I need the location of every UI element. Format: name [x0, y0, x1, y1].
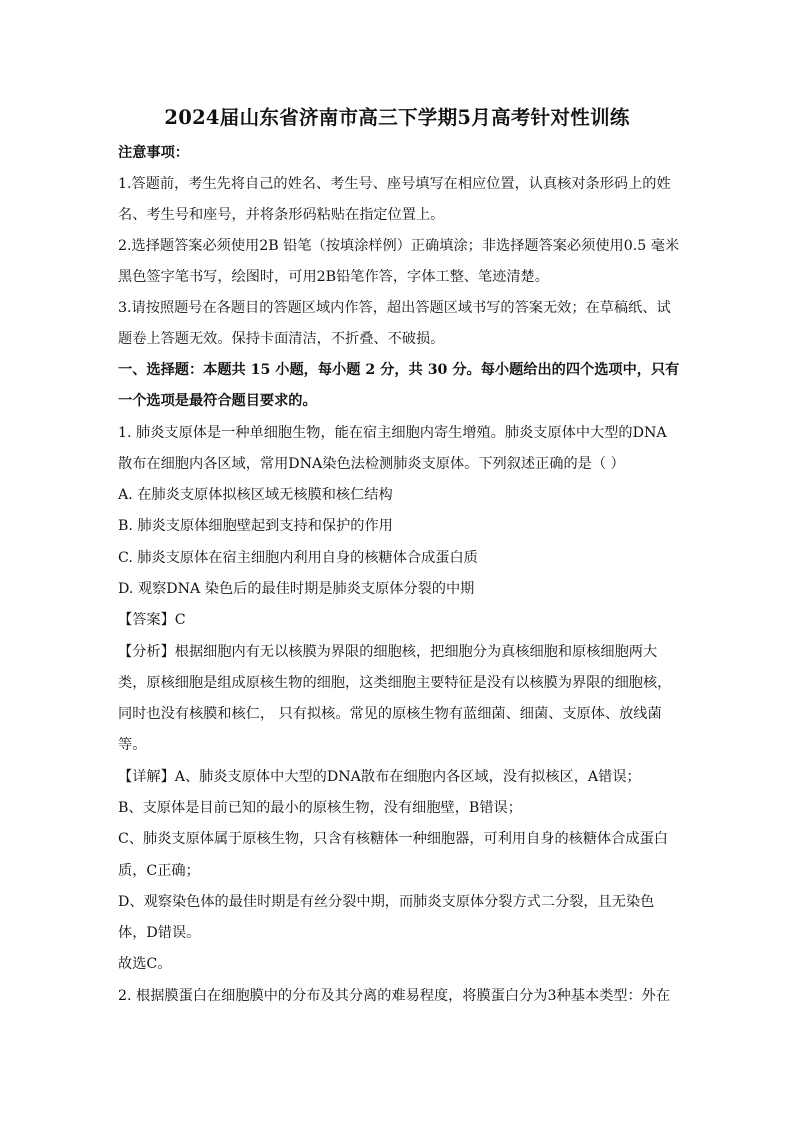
text-line: 名、考生号和座号，并将条形码粘贴在指定位置上。 [118, 207, 445, 223]
notes-heading: 注意事项： [118, 145, 189, 161]
text-line: 【详解】A、肺炎支原体中大型的DNA散布在细胞内各区域，没有拟核区，A错误； [118, 769, 641, 785]
text-line: 一、选择题：本题共 15 小题，每小题 2 分，共 30 分。每小题给出的四个选项中，只有 [118, 362, 680, 378]
text-line: 题卷上答题无效。保持卡面清洁，不折叠、不破损。 [118, 331, 445, 347]
text-line: 体，D错误。 [118, 925, 201, 941]
page-title: 2024届山东省济南市高三下学期5月高考针对性训练 [164, 106, 630, 129]
text-line: B. 肺炎支原体细胞壁起到支持和保护的作用 [118, 518, 393, 534]
text-line: 2.选择题答案必须使用2B 铅笔（按填涂样例）正确填涂；非选择题答案必须使用0.5 毫米 [118, 238, 680, 254]
text-line: 散布在细胞内各区域，常用DNA染色法检测肺炎支原体。下列叙述正确的是（ ） [118, 456, 625, 472]
text-line: A. 在肺炎支原体拟核区域无核膜和核仁结构 [118, 487, 393, 503]
text-line: B、支原体是目前已知的最小的原核生物，没有细胞壁，B错误； [118, 800, 522, 816]
text-line: 质，C正确； [118, 863, 200, 879]
text-line: 【分析】根据细胞内有无以核膜为界限的细胞核，把细胞分为真核细胞和原核细胞两大 [118, 644, 658, 660]
text-line: 故选C。 [118, 956, 172, 972]
text-line: 1.答题前，考生先将自己的姓名、考生号、座号填写在相应位置，认真核对条形码上的姓 [118, 176, 671, 192]
text-line: 2. 根据膜蛋白在细胞膜中的分布及其分离的难易程度，将膜蛋白分为3种基本类型：外在 [118, 988, 671, 1004]
text-line: D、观察染色体的最佳时期是有丝分裂中期，而肺炎支原体分裂方式二分裂，且无染色 [118, 894, 655, 910]
text-line: 等。 [118, 737, 147, 753]
text-line: 黑色签字笔书写，绘图时，可用2B铅笔作答，字体工整、笔迹清楚。 [118, 269, 549, 285]
text-line: 【答案】C [118, 612, 186, 628]
text-line: 3.请按照题号在各题目的答题区域内作答，超出答题区域书写的答案无效；在草稿纸、试 [118, 300, 671, 316]
text-line: C. 肺炎支原体在宿主细胞内利用自身的核糖体合成蛋白质 [118, 550, 478, 566]
text-line: 类，原核细胞是组成原核生物的细胞，这类细胞主要特征是没有以核膜为界限的细胞核， [118, 675, 672, 691]
text-line: 1. 肺炎支原体是一种单细胞生物，能在宿主细胞内寄生增殖。肺炎支原体中大型的DNA [118, 425, 667, 441]
text-line: 一个选项是最符合题目要求的。 [118, 393, 317, 409]
text-line: D. 观察DNA 染色后的最佳时期是肺炎支原体分裂的中期 [118, 581, 475, 597]
text-line: C、肺炎支原体属于原核生物，只含有核糖体一种细胞器，可利用自身的核糖体合成蛋白 [118, 831, 668, 847]
text-line: 同时也没有核膜和核仁， 只有拟核。常见的原核生物有蓝细菌、细菌、支原体、放线菌 [118, 706, 662, 722]
